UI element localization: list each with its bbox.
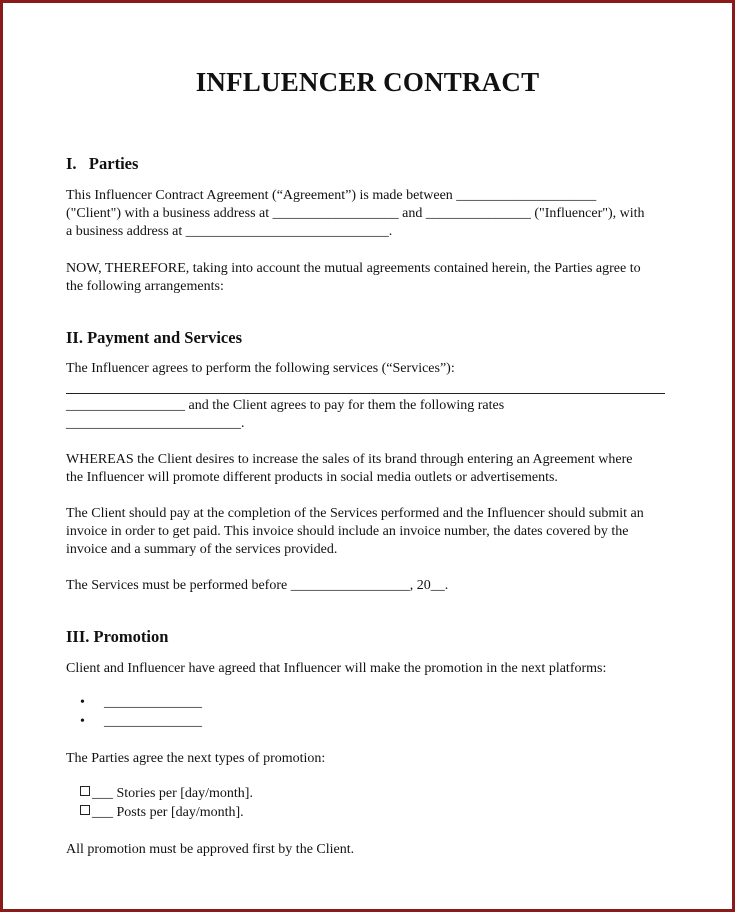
section-heading-parties: I. Parties xyxy=(66,154,139,173)
text-line: All promotion must be approved first by the Client. xyxy=(66,842,355,857)
text-line: _________________________. xyxy=(66,416,245,432)
text-line: the Influencer will promote different products in social media outlets or advertisements. xyxy=(66,470,558,486)
promotion-option-stories[interactable] xyxy=(80,786,253,802)
text-line: a business address at _____________________________. xyxy=(66,224,393,240)
whereas-paragraph xyxy=(66,451,676,487)
platform-blank: ______________ xyxy=(104,695,202,710)
section-heading-payment-services: II. Payment and Services xyxy=(66,328,242,347)
section-heading-promotion: III. Promotion xyxy=(66,627,169,646)
platforms-intro xyxy=(66,660,676,678)
option-label: ___ Posts per [day/month]. xyxy=(92,805,244,820)
platform-list-item xyxy=(66,714,202,730)
bullet-icon: • xyxy=(80,714,85,729)
text-line: The Services must be performed before _________________, 20__. xyxy=(66,578,449,593)
text-line: NOW, THEREFORE, taking into account the mutual agreements contained herein, the Parties agree to xyxy=(66,261,641,276)
platform-blank: ______________ xyxy=(104,714,202,729)
document-title: INFLUENCER CONTRACT xyxy=(195,67,540,97)
platform-list-item xyxy=(66,695,202,711)
text-line: This Influencer Contract Agreement (“Agreement”) is made between ____________________ xyxy=(66,188,597,203)
text-line: invoice and a summary of the services provided. xyxy=(66,542,338,558)
deadline-paragraph xyxy=(66,577,676,595)
option-label: ___ Stories per [day/month]. xyxy=(92,786,253,801)
text-line: The Parties agree the next types of promotion: xyxy=(66,751,326,766)
checkbox-icon[interactable] xyxy=(80,786,90,796)
promotion-option-posts[interactable] xyxy=(80,805,244,821)
checkbox-icon[interactable] xyxy=(80,805,90,815)
services-intro-paragraph xyxy=(66,360,676,378)
text-line: The Influencer agrees to perform the following services (“Services”): xyxy=(66,361,455,376)
text-line: _________________ and the Client agrees to pay for them the following rates xyxy=(66,398,505,413)
text-line: the following arrangements: xyxy=(66,279,224,295)
text-line: Client and Influencer have agreed that Influencer will make the promotion in the next platforms: xyxy=(66,661,607,676)
parties-paragraph xyxy=(66,187,676,242)
text-line: invoice in order to get paid. This invoice should include an invoice number, the dates covered by the xyxy=(66,524,629,540)
promotion-types-intro xyxy=(66,750,676,768)
approval-paragraph xyxy=(66,841,676,859)
text-line: The Client should pay at the completion of the Services performed and the Influencer should submit an xyxy=(66,506,644,521)
text-line: ("Client") with a business address at __________________ and _______________ ("Influencer"), with xyxy=(66,206,645,222)
bullet-icon: • xyxy=(80,695,85,710)
rates-paragraph xyxy=(66,397,676,433)
text-line: WHEREAS the Client desires to increase the sales of its brand through entering an Agreement where xyxy=(66,452,633,467)
therefore-paragraph xyxy=(66,260,676,296)
payment-paragraph xyxy=(66,505,676,560)
services-blank-line xyxy=(66,393,665,394)
